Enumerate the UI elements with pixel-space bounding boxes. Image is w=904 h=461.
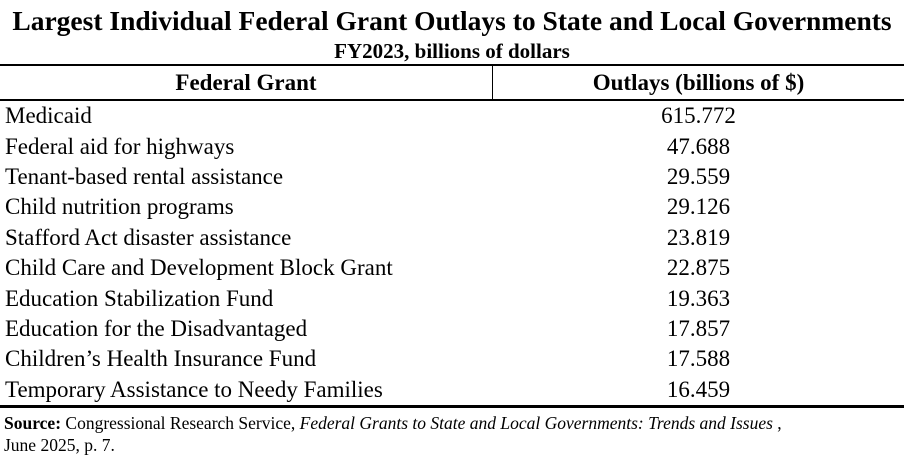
source-label: Source: — [4, 413, 62, 433]
grant-name: Stafford Act disaster assistance — [5, 224, 292, 250]
outlays-value: 17.857 — [666, 316, 731, 342]
publication-title: Federal Grants to State and Local Governments: Trends and Issues — [299, 413, 773, 433]
outlays-value: 29.126 — [666, 194, 731, 220]
grant-name: Child nutrition programs — [5, 194, 234, 220]
table-row — [0, 344, 904, 374]
grant-name: Education for the Disadvantaged — [5, 316, 308, 342]
table-row — [0, 283, 904, 313]
page-subtitle: FY2023, billions of dollars — [334, 39, 570, 63]
table-row — [0, 162, 904, 192]
table-body — [0, 101, 904, 408]
outlays-value: 29.559 — [666, 164, 731, 190]
table-row — [0, 192, 904, 222]
table-row — [0, 131, 904, 161]
table-row — [0, 101, 904, 131]
grant-name: Child Care and Development Block Grant — [5, 255, 393, 281]
outlays-value: 615.772 — [661, 103, 736, 129]
grant-name: Medicaid — [5, 103, 92, 129]
outlays-value: 47.688 — [666, 133, 731, 159]
grant-name: Education Stabilization Fund — [5, 285, 274, 311]
column-header-federal-grant: Federal Grant — [0, 66, 493, 99]
outlays-value: 17.588 — [666, 346, 731, 372]
grant-name: Temporary Assistance to Needy Families — [5, 376, 383, 402]
source-text-after: , — [772, 413, 782, 433]
table-row — [0, 375, 904, 405]
table-header-row — [0, 66, 904, 101]
table-row — [0, 223, 904, 253]
table-row — [0, 314, 904, 344]
page-title: Largest Individual Federal Grant Outlays to State and Local Governments — [12, 5, 892, 36]
column-header-outlays: Outlays (billions of $) — [592, 69, 805, 95]
outlays-value: 23.819 — [666, 224, 731, 250]
source-note — [0, 408, 904, 456]
outlays-value: 19.363 — [666, 285, 731, 311]
grant-name: Tenant-based rental assistance — [5, 164, 284, 190]
grant-name: Federal aid for highways — [5, 133, 235, 159]
source-line2: June 2025, p. 7. — [4, 435, 115, 455]
grants-table — [0, 64, 904, 408]
grant-name: Children’s Health Insurance Fund — [5, 346, 317, 372]
outlays-value: 22.875 — [666, 255, 731, 281]
report-page — [0, 2, 904, 461]
source-text: Congressional Research Service, — [61, 413, 300, 433]
outlays-value: 16.459 — [666, 376, 731, 402]
table-row — [0, 253, 904, 283]
